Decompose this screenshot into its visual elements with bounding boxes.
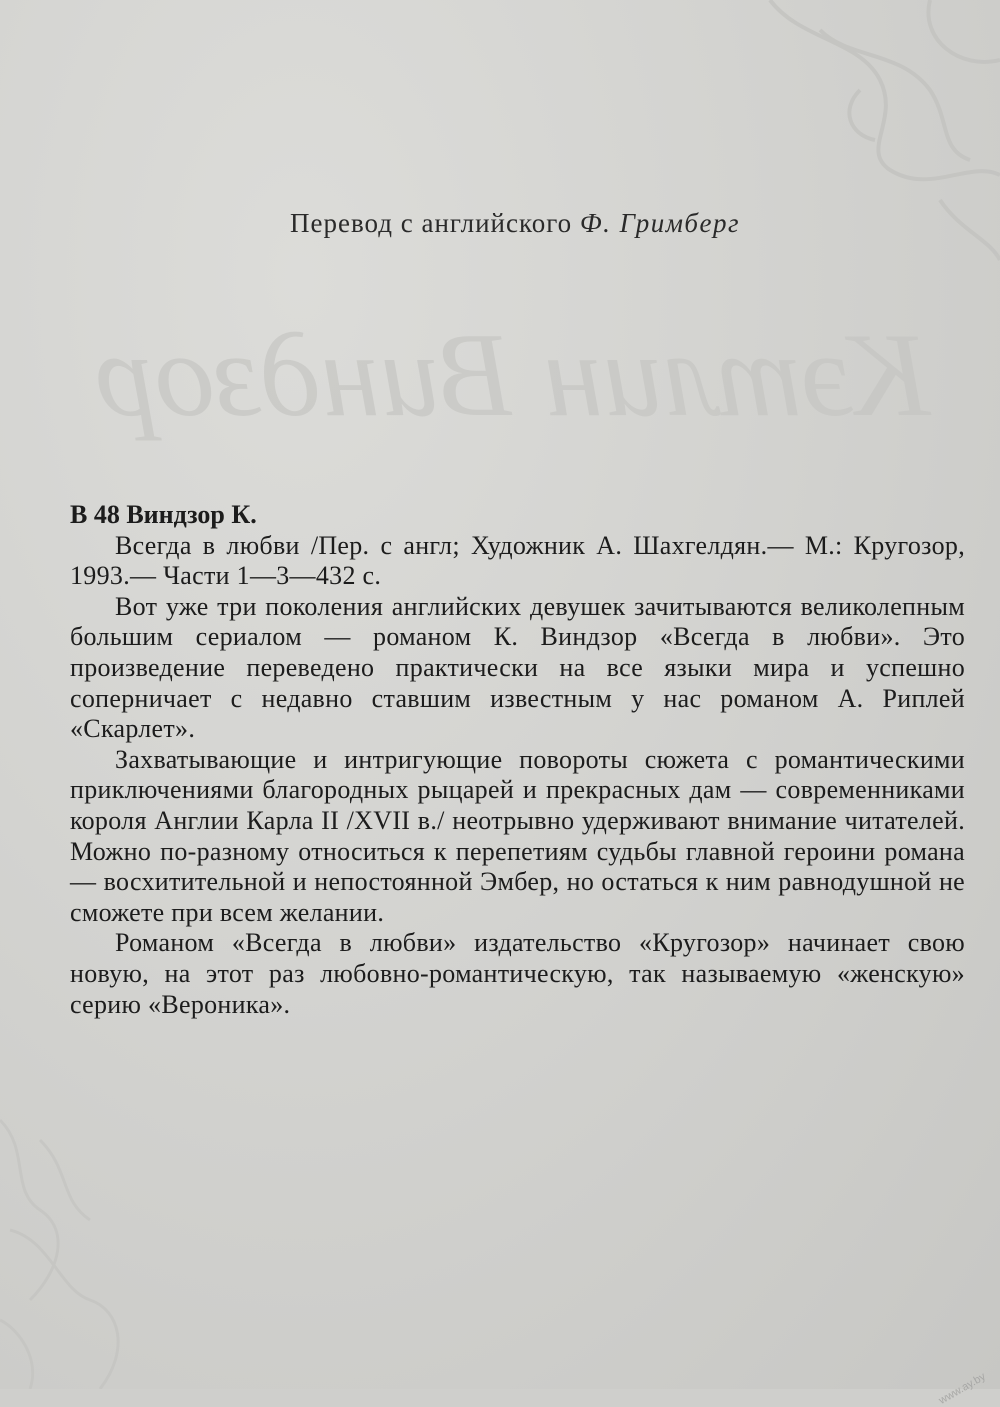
catalog-code: В 48 Виндзор К. (70, 500, 257, 529)
translator-name: Ф. Гримберг (579, 208, 741, 238)
catalog-paragraph: Захватывающие и интригующие повороты сюжета с романтическими приключениями благородных рыцарей и прекрасных дам — современниками короля Англии Карла II /XVII в./ неотрывно удерживают внимание читателей. Можно по-разному относиться к перепетиям судьбы главной героини романа — восхитительной и непостоянной Эмбер, но остаться к ним равнодушной не сможете при всем желании. (70, 744, 965, 927)
catalog-paragraph: Романом «Всегда в любви» издательство «Кругозор» начинает свою новую, на этот раз любовно-романтическую, так называемую «женскую» серию «Вероника». (70, 928, 965, 1019)
translator-prefix: Перевод с английского (290, 208, 573, 238)
ghost-title-text: Кэтлин Виндзор (94, 308, 930, 441)
catalog-paragraph: Вот уже три поколения английских девушек зачитываются великолепным большим сериалом — романом К. Виндзор «Всегда в любви». Это произведение переведено практически на все языки мира и успешно соперничает с недавно ставшим известным у нас романом А. Риплей «Скарлет». (70, 591, 965, 744)
catalog-paragraph: Всегда в любви /Пер. с англ; Художник А. Шахгелдян.— М.: Кругозор, 1993.— Части 1—3—432 с. (70, 530, 965, 591)
site-watermark: www.ay.by (937, 1370, 988, 1407)
catalog-card (70, 500, 965, 1020)
translator-credit (290, 208, 740, 239)
